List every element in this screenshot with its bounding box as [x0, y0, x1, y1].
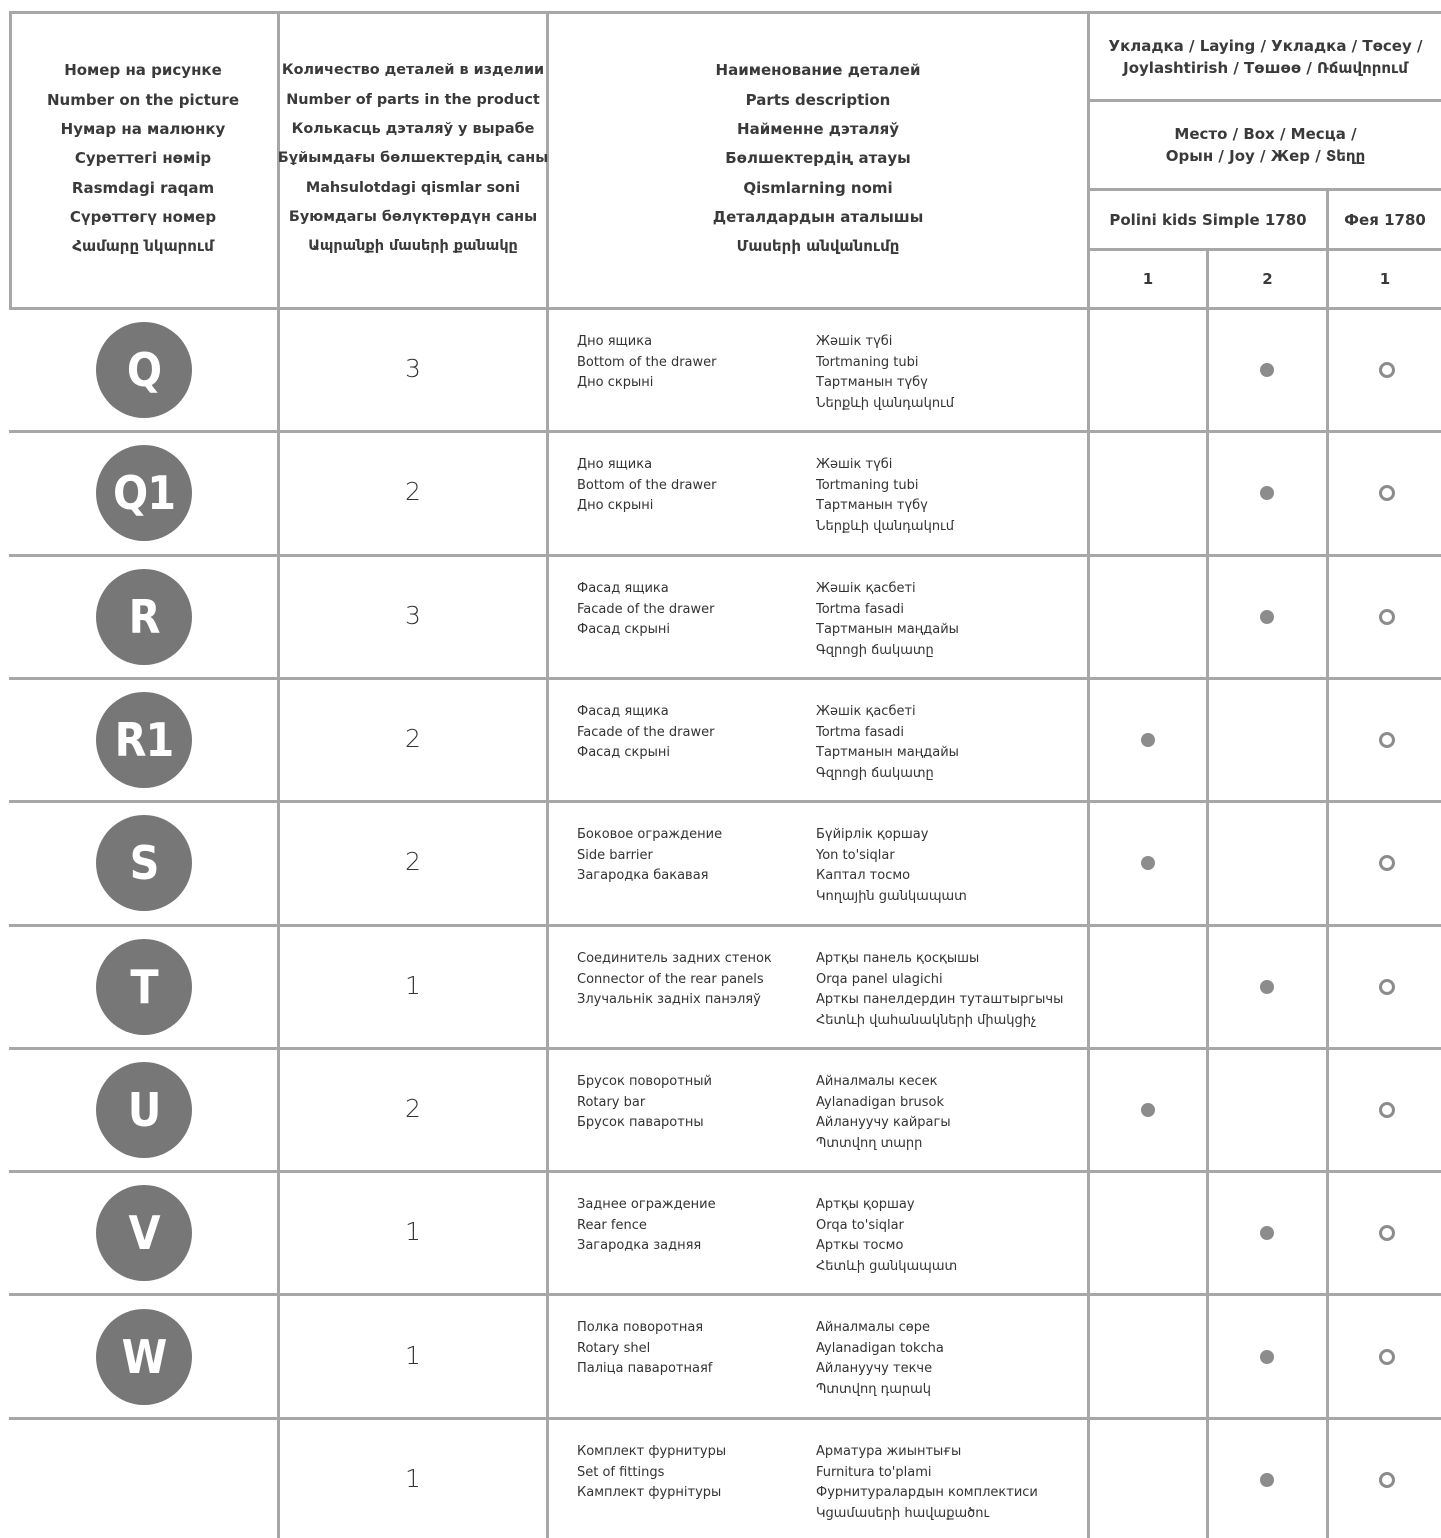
description-line: Соединитель задних стенок — [577, 951, 772, 966]
box-placement-ring-icon — [1379, 1349, 1395, 1365]
box-placement-ring-icon — [1379, 855, 1395, 871]
description-line: Заднее ограждение — [577, 1197, 716, 1212]
description-line: Арткы панелдердин туташтыргычы — [816, 992, 1064, 1008]
description-line: Жәшік қасбеті — [816, 704, 916, 719]
description-line: Orqa panel ulagichi — [816, 971, 943, 987]
part-quantity: 1 — [405, 1217, 421, 1246]
description-line: Գզրոցի ճակատը — [816, 643, 934, 659]
header-box-line: Орын / Joy / Жер / Տեղը — [1165, 147, 1366, 165]
box-placement-filled-icon — [1141, 733, 1155, 747]
description-line: Айлануучу кайрагы — [816, 1115, 951, 1131]
part-description-left — [577, 579, 714, 641]
header-number-line: Number on the picture — [46, 90, 240, 109]
part-description-right — [816, 1442, 1038, 1525]
part-quantity: 2 — [405, 477, 421, 506]
description-line: Գզրոցի ճակատը — [816, 766, 934, 782]
part-quantity: 2 — [405, 724, 421, 753]
box-placement-ring-icon — [1379, 979, 1395, 995]
description-line: Bottom of the drawer — [577, 477, 717, 493]
description-line: Rear fence — [577, 1217, 647, 1233]
part-quantity: 1 — [405, 1464, 421, 1493]
header-laying-line: Укладка / Laying / Укладка / Төсеу / — [1108, 36, 1423, 55]
box-placement-filled-icon — [1141, 856, 1155, 870]
row-divider — [9, 554, 1441, 557]
description-line: Bottom of the drawer — [577, 354, 717, 370]
header-description-line: Бөлшектердің атауы — [725, 149, 911, 168]
description-line: Հետևի ցանկապատ — [816, 1259, 958, 1275]
header-count-line: Буюмдагы бөлүктөрдүн саны — [288, 208, 538, 225]
header-laying-line: Joylashtirish / Төшөө / Ռճավորում — [1123, 58, 1408, 77]
description-line: Камплект фурнітуры — [577, 1485, 722, 1501]
col4-divider — [1206, 248, 1209, 1538]
description-line: Тартманын түбү — [816, 375, 928, 391]
box-placement-ring-icon — [1379, 1225, 1395, 1241]
description-line: Պտտվող դարակ — [816, 1382, 932, 1398]
parts-table — [9, 11, 1441, 1538]
description-line: Тартманын маңдайы — [816, 622, 959, 638]
box-placement-filled-icon — [1260, 980, 1274, 994]
description-line: Yon to'siqlar — [816, 847, 895, 863]
part-description-right — [816, 1072, 951, 1155]
description-line: Furnitura to'plami — [816, 1464, 932, 1480]
row-divider — [9, 1417, 1441, 1420]
part-quantity: 3 — [405, 354, 421, 383]
description-line: Загародка бакавая — [577, 868, 709, 884]
description-line: Facade of the drawer — [577, 724, 715, 740]
header-count — [279, 11, 547, 307]
part-description-left — [577, 1072, 712, 1134]
description-line: Каптал тосмо — [816, 868, 911, 884]
description-line: Ներքևի վանդակում — [816, 519, 954, 535]
part-label-badge: Q — [96, 322, 192, 418]
header-count-line: Количество деталей в изделии — [281, 62, 545, 79]
description-line: Tortmaning tubi — [816, 477, 919, 493]
row-divider — [9, 430, 1441, 433]
header-product-feya: Фея 1780 — [1344, 210, 1426, 229]
description-line: Set of fittings — [577, 1464, 665, 1480]
header-count-line: Mahsulotdagi qismlar soni — [305, 179, 521, 196]
part-quantity: 3 — [405, 601, 421, 630]
description-line: Жәшік түбі — [816, 457, 893, 472]
part-description-left — [577, 455, 716, 517]
part-label-badge: V — [96, 1185, 192, 1281]
description-line: Бүйірлік қоршау — [816, 827, 929, 842]
part-label-badge: S — [96, 815, 192, 911]
header-number-line: Сүрөттөгү номер — [69, 207, 217, 226]
description-line: Боковое ограждение — [577, 827, 723, 842]
description-line: Հետևի վահանակների միակցիչ — [816, 1013, 1037, 1029]
description-line: Aylanadigan tokcha — [816, 1340, 944, 1356]
description-line: Facade of the drawer — [577, 601, 715, 617]
description-line: Дно ящика — [577, 334, 653, 349]
part-description-left — [577, 702, 714, 764]
part-description-right — [816, 332, 954, 415]
row-divider — [9, 677, 1441, 680]
header-bottom-border — [9, 307, 1441, 310]
part-quantity: 2 — [405, 1094, 421, 1123]
part-description-left — [577, 1318, 712, 1380]
header-number-line: Номер на рисунке — [64, 61, 222, 80]
header-count-line: Бұйымдағы бөлшектердің саны — [277, 150, 549, 167]
header-description-line: Найменне дэталяў — [737, 120, 899, 139]
part-description-left — [577, 949, 772, 1011]
description-line: Полка поворотная — [577, 1320, 704, 1335]
row-divider — [9, 800, 1441, 803]
part-description-right — [816, 825, 967, 908]
part-description-right — [816, 949, 1063, 1032]
description-line: Կցամասերի հավաքածու — [816, 1506, 990, 1522]
description-line: Պտտվող տարր — [816, 1136, 923, 1152]
description-line: Дно скрыні — [577, 375, 654, 391]
description-line: Կողային ցանկապատ — [816, 889, 967, 905]
header-number-line: Համարը նկարում — [72, 237, 214, 256]
col5-divider — [1326, 188, 1329, 1538]
description-line: Злучальнік задніх панэляў — [577, 992, 761, 1008]
box-placement-filled-icon — [1260, 610, 1274, 624]
part-label-badge: U — [96, 1062, 192, 1158]
description-line: Арткы тосмо — [816, 1238, 904, 1254]
header-box-line: Место / Box / Месца / — [1174, 125, 1357, 143]
row-divider — [9, 1047, 1441, 1050]
description-line: Connector of the rear panels — [577, 971, 764, 987]
description-line: Жәшік түбі — [816, 334, 893, 349]
header-description-line: Наименование деталей — [715, 61, 921, 80]
part-description-right — [816, 702, 959, 785]
header-number — [9, 11, 277, 307]
description-line: Rotary bar — [577, 1094, 646, 1110]
description-line: Aylanadigan brusok — [816, 1094, 945, 1110]
description-line: Арматура жиынтығы — [816, 1444, 962, 1459]
description-line: Айналмалы сөре — [816, 1320, 930, 1335]
description-line: Загародка задняя — [577, 1238, 702, 1254]
description-line: Жәшік қасбеті — [816, 581, 916, 596]
part-quantity: 1 — [405, 971, 421, 1000]
part-label-badge: T — [96, 939, 192, 1035]
description-line: Айналмалы кесек — [816, 1074, 938, 1089]
part-quantity: 2 — [405, 847, 421, 876]
box-placement-ring-icon — [1379, 362, 1395, 378]
part-description-left — [577, 1442, 726, 1504]
header-box-number: 1 — [1379, 270, 1391, 288]
part-description-right — [816, 579, 959, 662]
description-line: Фурнитуралардын комплектиси — [816, 1485, 1038, 1501]
header-box — [1090, 102, 1441, 188]
description-line: Брусок поворотный — [577, 1074, 713, 1089]
header-laying — [1090, 14, 1441, 99]
description-line: Фасад скрыні — [577, 622, 671, 638]
description-line: Тартманын түбү — [816, 498, 928, 514]
row-divider — [9, 1170, 1441, 1173]
part-label-badge: R1 — [96, 692, 192, 788]
description-line: Tortma fasadi — [816, 601, 905, 617]
description-line: Rotary shel — [577, 1340, 651, 1356]
description-line: Артқы панель қосқышы — [816, 951, 980, 966]
header-number-line: Суреттегі нөмір — [74, 149, 212, 168]
description-line: Дно ящика — [577, 457, 653, 472]
description-line: Orqa to'siqlar — [816, 1217, 904, 1233]
box-placement-filled-icon — [1260, 1226, 1274, 1240]
header-count-line: Колькасць дэталяў у вырабе — [291, 121, 535, 138]
box-placement-filled-icon — [1141, 1103, 1155, 1117]
header-number-line: Rasmdagi raqam — [71, 178, 215, 197]
header-count-line: Ապրանքի մասերի քանակը — [308, 238, 518, 255]
part-description-left — [577, 825, 722, 887]
header-description-line: Parts description — [745, 90, 891, 109]
part-description-left — [577, 332, 716, 394]
row-divider — [9, 924, 1441, 927]
description-line: Side barrier — [577, 847, 653, 863]
box-placement-filled-icon — [1260, 1350, 1274, 1364]
part-description-right — [816, 1195, 957, 1278]
header-description-line: Деталдардын аталышы — [712, 207, 924, 226]
row-divider — [9, 1293, 1441, 1296]
part-description-right — [816, 1318, 944, 1401]
part-label-badge: R — [96, 569, 192, 665]
box-placement-ring-icon — [1379, 732, 1395, 748]
part-label-badge: W — [96, 1309, 192, 1405]
box-placement-filled-icon — [1260, 1473, 1274, 1487]
header-count-line: Number of parts in the product — [286, 91, 540, 108]
box-placement-filled-icon — [1260, 486, 1274, 500]
box-placement-ring-icon — [1379, 609, 1395, 625]
description-line: Айлануучу текче — [816, 1361, 933, 1377]
part-label-badge: Q1 — [96, 445, 192, 541]
description-line: Фасад скрыні — [577, 745, 671, 761]
part-description-right — [816, 455, 954, 538]
description-line: Артқы қоршау — [816, 1197, 915, 1212]
header-product-polini: Polini kids Simple 1780 — [1109, 210, 1307, 229]
box-placement-ring-icon — [1379, 485, 1395, 501]
description-line: Tortmaning tubi — [816, 354, 919, 370]
description-line: Фасад ящика — [577, 581, 669, 596]
description-line: Паліца паваротнаяf — [577, 1361, 713, 1377]
box-placement-filled-icon — [1260, 363, 1274, 377]
part-description-left — [577, 1195, 716, 1257]
description-line: Фасад ящика — [577, 704, 669, 719]
description-line: Дно скрыні — [577, 498, 654, 514]
box-placement-ring-icon — [1379, 1472, 1395, 1488]
description-line: Брусок паваротны — [577, 1115, 704, 1131]
header-box-number: 2 — [1262, 270, 1273, 288]
header-description-line: Մասերի անվանումը — [736, 237, 900, 256]
description-line: Тартманын маңдайы — [816, 745, 959, 761]
header-box-number: 1 — [1142, 270, 1154, 288]
header-description-line: Qismlarning nomi — [743, 178, 893, 197]
box-placement-ring-icon — [1379, 1102, 1395, 1118]
description-line: Комплект фурнитуры — [577, 1444, 727, 1459]
description-line: Tortma fasadi — [816, 724, 905, 740]
description-line: Ներքևի վանդակում — [816, 396, 954, 412]
header-number-line: Нумар на малюнку — [60, 120, 226, 139]
header-description — [549, 11, 1087, 307]
part-quantity: 1 — [405, 1341, 421, 1370]
